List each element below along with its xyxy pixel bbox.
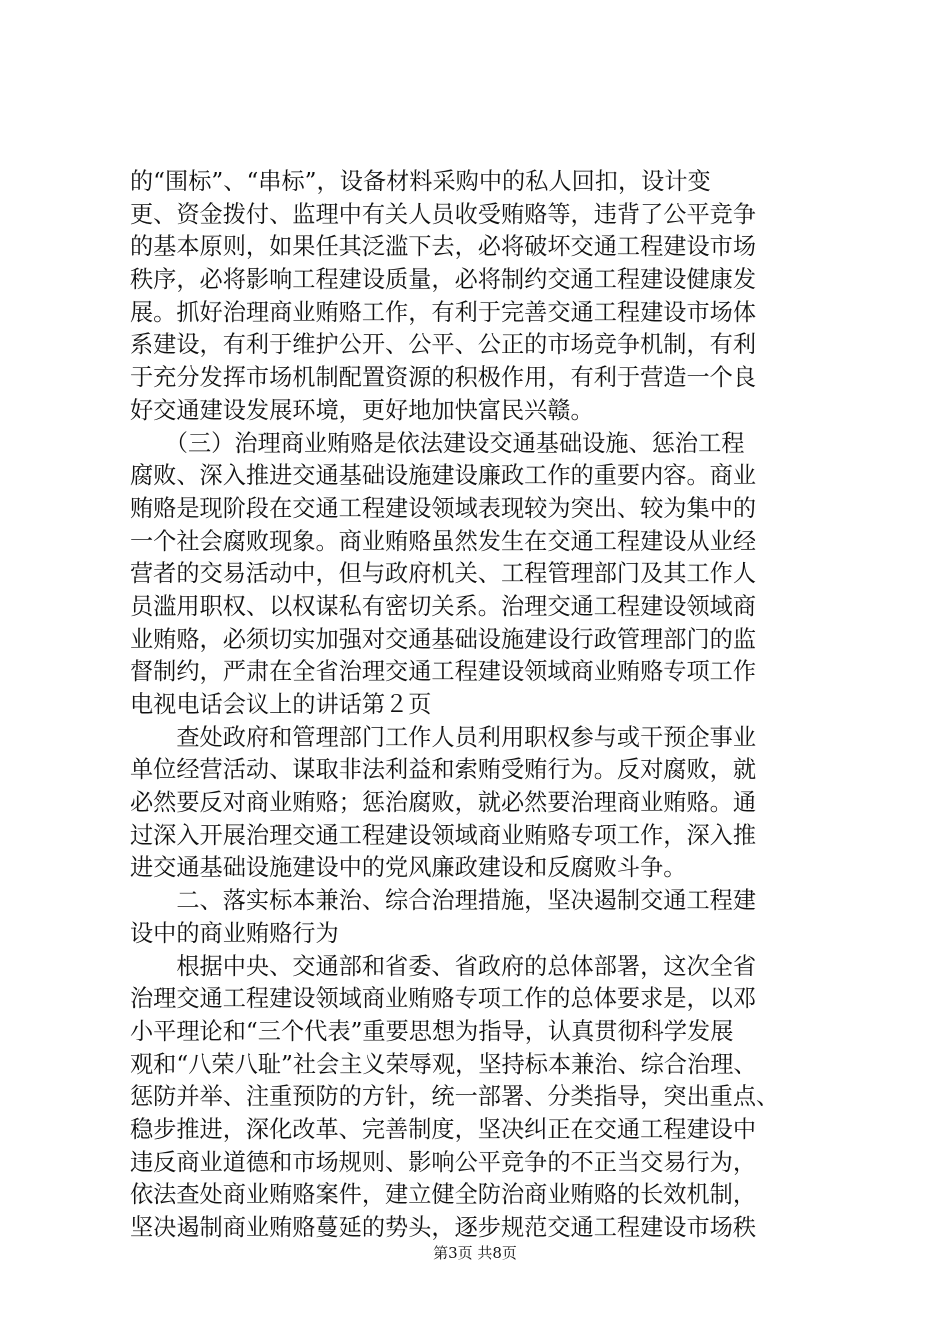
text-line: 一个社会腐败现象。商业贿赂虽然发生在交通工程建设从业经 [130,527,757,555]
text-line: 惩防并举、注重预防的方针，统一部署、分类指导，突出重点、 [130,1083,780,1111]
text-line: 系建设，有利于维护公开、公平、公正的市场竞争机制，有利 [130,331,757,359]
text-line: 查处政府和管理部门工作人员利用职权参与或干预企事业 [130,723,757,751]
text-line: 小平理论和“三个代表”重要思想为指导，认真贯彻科学发展 [130,1017,734,1045]
text-line: 必然要反对商业贿赂；惩治腐败，就必然要治理商业贿赂。通 [130,789,757,817]
text-line: 秩序，必将影响工程建设质量，必将制约交通工程建设健康发 [130,266,757,294]
text-line: 单位经营活动、谋取非法利益和索贿受贿行为。反对腐败，就 [130,756,757,784]
text-line: 的基本原则，如果任其泛滥下去，必将破坏交通工程建设市场 [130,233,757,261]
text-line: 依法查处商业贿赂案件，建立健全防治商业贿赂的长效机制， [130,1181,757,1209]
text-line: 于充分发挥市场机制配置资源的积极作用，有利于营造一个良 [130,364,757,392]
text-line: 营者的交易活动中，但与政府机关、工程管理部门及其工作人 [130,560,757,588]
text-line: 过深入开展治理交通工程建设领域商业贿赂专项工作，深入推 [130,821,757,849]
text-line: 电视电话会议上的讲话第２页 [130,691,432,718]
text-line: 根据中央、交通部和省委、省政府的总体部署，这次全省 [130,952,757,980]
document-body [130,166,830,1245]
text-line: 进交通基础设施建设中的党风廉政建设和反腐败斗争。 [130,854,687,882]
text-line: 设中的商业贿赂行为 [130,919,339,947]
page-footer: 第3页 共8页 [433,1244,517,1262]
text-line: 员滥用职权、以权谋私有密切关系。治理交通工程建设领域商 [130,592,757,620]
text-line: 观和“八荣八耻”社会主义荣辱观，坚持标本兼治、综合治理、 [130,1050,757,1078]
text-line: 的“围标”、“串标”，设备材料采购中的私人回扣，设计变 [130,168,711,195]
text-line: 坚决遏制商业贿赂蔓延的势头，逐步规范交通工程建设市场秩 [130,1214,757,1241]
text-line: 治理交通工程建设领域商业贿赂专项工作的总体要求是，以邓 [130,985,757,1013]
text-line: 腐败、深入推进交通基础设施建设廉政工作的重要内容。商业 [130,462,757,490]
text-line: 稳步推进，深化改革、完善制度，坚决纠正在交通工程建设中 [130,1115,757,1143]
text-line: （三）治理商业贿赂是依法建设交通基础设施、惩治工程 [130,429,745,457]
text-line: 贿赂是现阶段在交通工程建设领域表现较为突出、较为集中的 [130,494,757,522]
text-line: 业贿赂，必须切实加强对交通基础设施建设行政管理部门的监 [130,625,757,653]
text-line: 展。抓好治理商业贿赂工作，有利于完善交通工程建设市场体 [130,298,757,326]
text-line: 二、落实标本兼治、综合治理措施，坚决遏制交通工程建 [130,887,757,915]
text-line: 更、资金拨付、监理中有关人员收受贿赂等，违背了公平竞争 [130,200,757,228]
text-line: 违反商业道德和市场规则、影响公平竞争的不正当交易行为， [130,1148,757,1176]
text-line: 好交通建设发展环境，更好地加快富民兴赣。 [130,396,594,424]
text-line: 督制约，严肃在全省治理交通工程建设领域商业贿赂专项工作 [130,658,757,686]
